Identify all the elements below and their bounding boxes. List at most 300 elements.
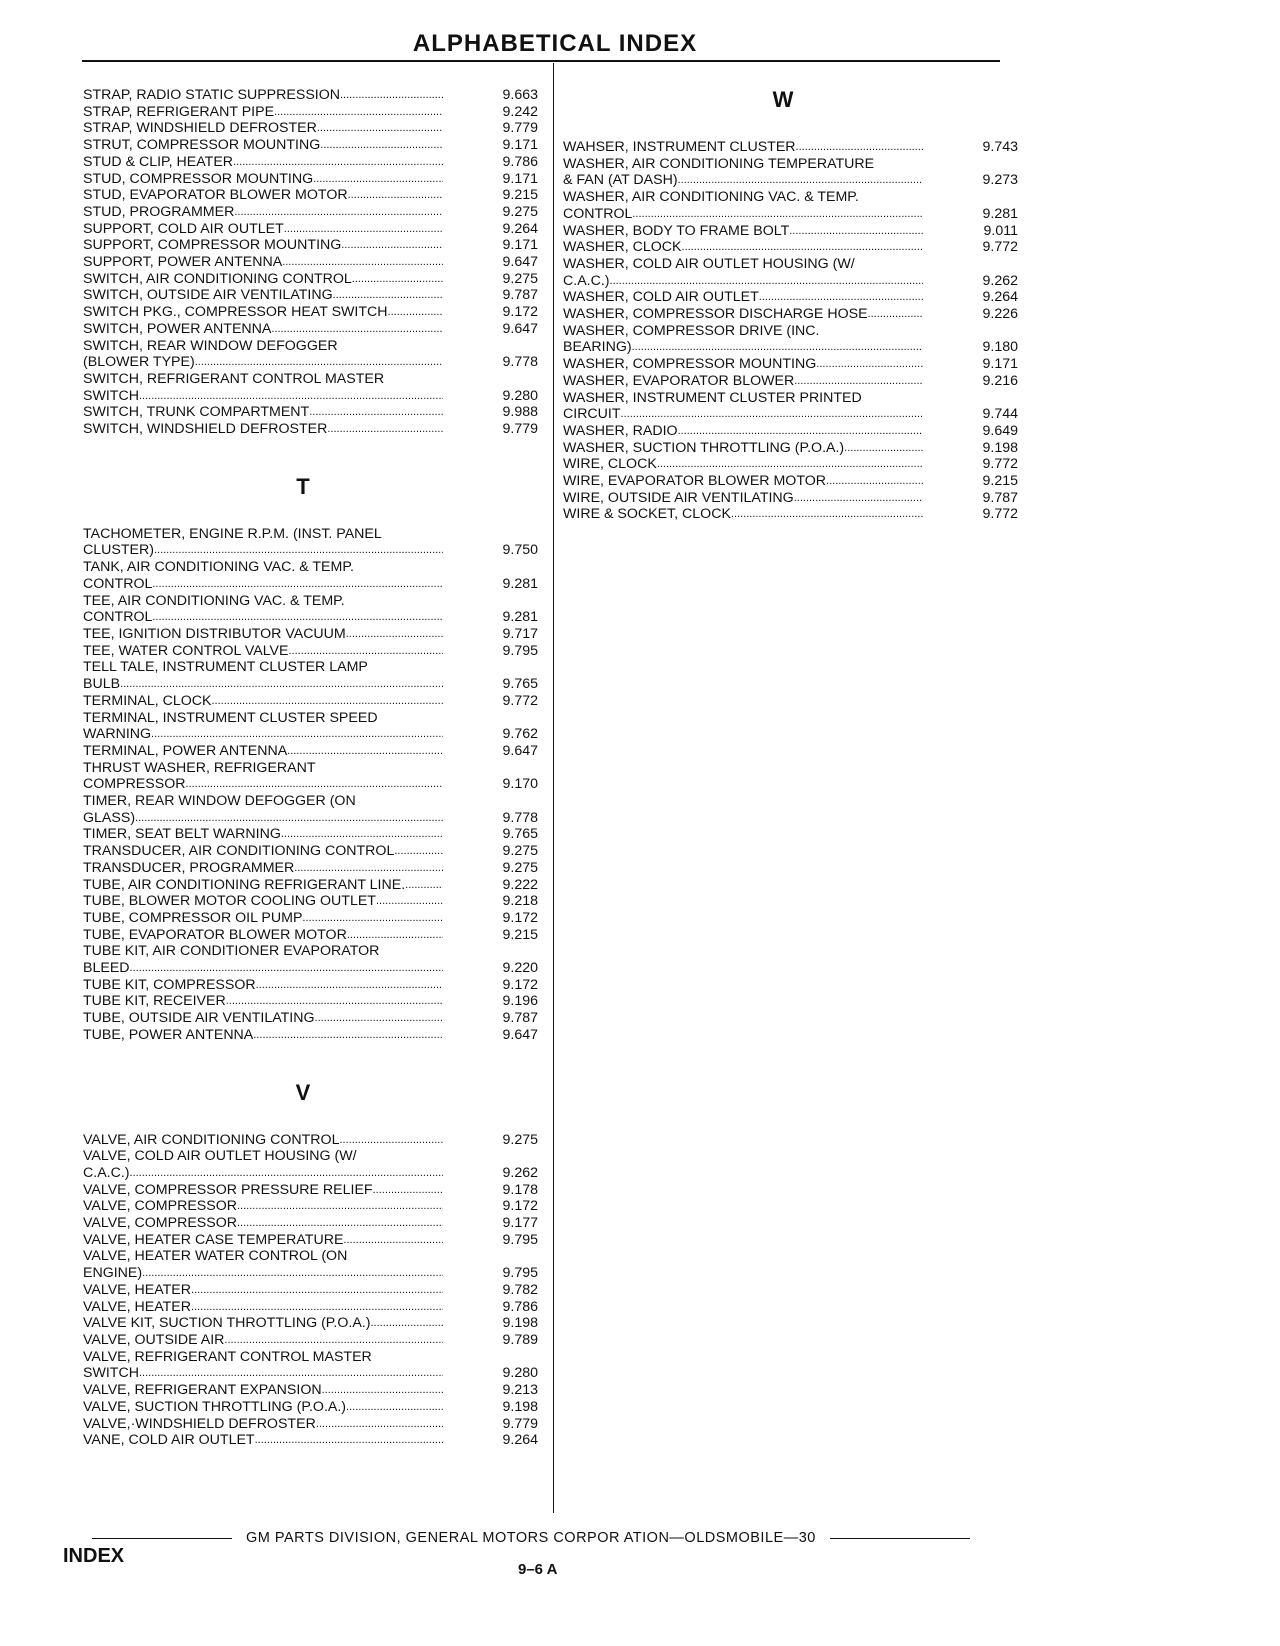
entry-line1: WASHER, COLD AIR OUTLET HOUSING (W/ — [563, 255, 855, 272]
entry-text — [83, 793, 443, 826]
entry-page: 9.262 — [982, 272, 1018, 289]
entry-text — [83, 1349, 443, 1382]
entry-line2: CONTROL — [563, 205, 633, 222]
entry-text — [563, 139, 923, 156]
entry-text — [83, 760, 443, 793]
entry-page: 9.222 — [502, 876, 538, 893]
index-entry — [83, 104, 543, 121]
entry-page: 9.216 — [982, 372, 1018, 389]
entry-page: 9.213 — [502, 1382, 538, 1399]
index-entry — [83, 137, 543, 154]
entry-line1: WASHER, EVAPORATOR BLOWER — [563, 372, 795, 389]
entry-text — [83, 1232, 443, 1249]
entry-text — [83, 87, 443, 104]
entry-line1: TUBE KIT, RECEIVER — [83, 993, 226, 1010]
entry-line1: VANE, COLD AIR OUTLET — [83, 1432, 255, 1449]
entry-text — [83, 626, 443, 643]
footer-rule-left — [92, 1538, 232, 1539]
index-entry — [563, 456, 1023, 473]
entry-page: 9.218 — [502, 893, 538, 910]
left-column — [83, 87, 543, 1449]
index-entry — [563, 256, 1023, 289]
entry-line1: STRAP, RADIO STATIC SUPPRESSION — [83, 87, 340, 103]
index-entry — [563, 440, 1023, 457]
index-section — [83, 87, 543, 438]
entry-line1-wrap — [83, 104, 443, 121]
entry-page: 9.177 — [502, 1215, 538, 1232]
entry-text — [83, 943, 443, 976]
index-entry — [83, 1215, 543, 1232]
entry-page: 9.772 — [982, 239, 1018, 256]
entry-line1: TEE, IGNITION DISTRIBUTOR VACUUM — [83, 625, 346, 642]
entry-line1-wrap — [83, 204, 443, 221]
entry-line2: ENGINE) — [83, 1265, 143, 1282]
entry-line1: VALVE KIT, SUCTION THROTTLING (P.O.A.) — [83, 1315, 371, 1332]
entry-page: 9.765 — [502, 676, 538, 693]
entry-page: 9.264 — [982, 289, 1018, 306]
entry-line2-wrap — [83, 1265, 443, 1282]
entry-page: 9.779 — [502, 120, 538, 137]
entry-text — [83, 1282, 443, 1299]
index-entry — [563, 373, 1023, 390]
entry-text — [83, 526, 443, 559]
entry-line1-wrap — [83, 221, 443, 238]
section-letter: W — [772, 87, 794, 112]
entry-page: 9.787 — [502, 287, 538, 304]
entry-text — [83, 1432, 443, 1449]
entry-page: 9.744 — [982, 406, 1018, 423]
entry-line2-wrap — [563, 273, 923, 290]
index-entry — [563, 223, 1023, 240]
entry-page: 9.647 — [502, 254, 538, 271]
index-entry — [83, 843, 543, 860]
entry-line1: SWITCH, POWER ANTENNA — [83, 320, 272, 337]
entry-line1: TUBE KIT, COMPRESSOR — [83, 976, 256, 993]
entry-text — [563, 156, 923, 189]
index-entry — [563, 306, 1023, 323]
entry-text — [83, 1382, 443, 1399]
index-entry — [83, 1132, 543, 1149]
entry-line1: VALVE, COMPRESSOR — [83, 1198, 237, 1215]
index-entry — [563, 356, 1023, 373]
entry-line1: SWITCH, OUTSIDE AIR VENTILATING — [83, 287, 333, 304]
entry-text — [83, 1132, 443, 1149]
entry-page: 9.011 — [983, 222, 1018, 239]
entry-page: 9.647 — [502, 1026, 538, 1043]
title-rule — [82, 60, 1000, 62]
index-entry — [83, 526, 543, 559]
entry-text — [83, 1332, 443, 1349]
entry-line2-wrap — [563, 406, 923, 423]
entry-line2-wrap — [83, 1165, 443, 1182]
entry-line1: TIMER, REAR WINDOW DEFOGGER (ON — [83, 793, 356, 810]
entry-line1-wrap — [83, 626, 443, 643]
entry-line1-wrap — [83, 993, 443, 1010]
entry-line1-wrap — [83, 826, 443, 843]
entry-line2: C.A.C.) — [563, 272, 610, 289]
entry-page: 9.171 — [502, 137, 538, 154]
entry-line1: TUBE, AIR CONDITIONING REFRIGERANT LINE. — [83, 876, 406, 893]
entry-page: 9.196 — [502, 993, 538, 1010]
entry-line1: TANK, AIR CONDITIONING VAC. & TEMP. — [83, 559, 354, 576]
index-entry — [83, 1198, 543, 1215]
index-section — [563, 87, 1023, 523]
entry-line1: WASHER, RADIO — [563, 422, 678, 439]
entry-text — [83, 993, 443, 1010]
entry-line1-wrap — [563, 423, 923, 440]
entry-line1-wrap — [83, 321, 443, 338]
entry-line1-wrap — [83, 1282, 443, 1299]
entry-text — [563, 490, 923, 507]
entry-line1-wrap — [83, 187, 443, 204]
entry-text — [83, 187, 443, 204]
entry-page: 9.779 — [502, 421, 538, 438]
entry-text — [83, 693, 443, 710]
entry-page: 9.275 — [502, 270, 538, 287]
entry-text — [83, 304, 443, 321]
entry-line1: TERMINAL, CLOCK — [83, 692, 212, 709]
index-entry — [83, 927, 543, 944]
entry-line1-wrap — [563, 473, 923, 490]
index-entry — [83, 1282, 543, 1299]
entry-page: 9.663 — [502, 87, 538, 103]
entry-line1: SWITCH, TRUNK COMPARTMENT — [83, 404, 310, 421]
index-entry — [83, 1382, 543, 1399]
entry-line1-wrap — [563, 239, 923, 256]
entry-line1: SWITCH PKG., COMPRESSOR HEAT SWITCH — [83, 304, 388, 321]
entry-line2: WARNING — [83, 726, 152, 743]
entry-line1-wrap — [83, 404, 443, 421]
index-entry — [83, 187, 543, 204]
index-section — [83, 1080, 543, 1449]
section-letter: T — [296, 473, 310, 499]
index-entry — [83, 659, 543, 692]
entry-line1: WASHER, SUCTION THROTTLING (P.O.A.) — [563, 439, 845, 456]
footer-rule-right — [830, 1538, 970, 1539]
entry-text — [83, 1215, 443, 1232]
index-entry — [83, 943, 543, 976]
entry-line1: WASHER, COMPRESSOR MOUNTING — [563, 356, 817, 373]
entry-line1: TRANSDUCER, PROGRAMMER — [83, 859, 295, 876]
entry-text — [563, 356, 923, 373]
index-entry — [563, 289, 1023, 306]
entry-text — [563, 456, 923, 473]
entry-line1: WASHER, BODY TO FRAME BOLT — [563, 222, 790, 239]
entry-line1: SUPPORT, POWER ANTENNA — [83, 254, 283, 271]
entry-line2: CIRCUIT — [563, 406, 621, 423]
entry-line1-wrap — [83, 1399, 443, 1416]
entry-page: 9.275 — [502, 203, 538, 220]
entry-page: 9.280 — [502, 1365, 538, 1382]
entry-text — [83, 204, 443, 221]
entry-line1-wrap — [563, 139, 923, 156]
entry-page: 9.180 — [982, 339, 1018, 356]
entry-line1-wrap — [83, 877, 443, 894]
entry-page: 9.262 — [502, 1164, 538, 1181]
page-title: ALPHABETICAL INDEX — [412, 30, 698, 57]
index-entry — [563, 323, 1023, 356]
entry-line1: TUBE, BLOWER MOTOR COOLING OUTLET — [83, 893, 376, 910]
section-label: INDEX — [63, 1545, 125, 1567]
entry-text — [83, 1248, 443, 1281]
entry-line1: TEE, AIR CONDITIONING VAC. & TEMP. — [83, 592, 345, 609]
index-entry — [563, 490, 1023, 507]
index-section — [83, 474, 543, 1044]
entry-line2-wrap — [83, 388, 443, 405]
entry-text — [83, 104, 443, 121]
entry-text — [83, 910, 443, 927]
entry-text — [83, 404, 443, 421]
entry-line1: WASHER, COMPRESSOR DISCHARGE HOSE — [563, 306, 868, 323]
index-entry — [83, 1232, 543, 1249]
index-entry — [83, 421, 543, 438]
entry-text — [83, 120, 443, 137]
entry-line1-wrap — [83, 860, 443, 877]
index-entry — [83, 1248, 543, 1281]
entry-page: 9.778 — [502, 354, 538, 371]
entry-line1-wrap — [83, 271, 443, 288]
entry-line1: VALVE, REFRIGERANT EXPANSION — [83, 1382, 322, 1399]
entry-line1: VALVE, OUTSIDE AIR — [83, 1332, 225, 1348]
index-entry — [83, 910, 543, 927]
entry-page: 9.795 — [502, 642, 538, 659]
entry-line1-wrap — [83, 927, 443, 944]
entry-page: 9.778 — [502, 809, 538, 826]
index-entry — [83, 254, 543, 271]
entry-line1: STRUT, COMPRESSOR MOUNTING — [83, 137, 321, 154]
index-entry — [83, 743, 543, 760]
entry-line1: TRANSDUCER, AIR CONDITIONING CONTROL — [83, 843, 395, 860]
entry-text — [83, 371, 443, 404]
entry-page: 9.795 — [502, 1231, 538, 1248]
entry-text — [83, 1182, 443, 1199]
entry-line1-wrap — [83, 1182, 443, 1199]
index-entry — [83, 559, 543, 592]
entry-page: 9.281 — [502, 609, 538, 626]
index-entry — [563, 390, 1023, 423]
entry-text — [83, 710, 443, 743]
entry-text — [83, 254, 443, 271]
entry-line2: CONTROL — [83, 575, 153, 592]
entry-line2: BEARING) — [563, 339, 632, 356]
entry-line1: VALVE, SUCTION THROTTLING (P.O.A.) — [83, 1398, 347, 1415]
entry-line1-wrap — [83, 1299, 443, 1316]
entry-page: 9.273 — [982, 172, 1018, 189]
right-column — [563, 87, 1023, 523]
entry-line1-wrap — [83, 1198, 443, 1215]
entry-text — [83, 893, 443, 910]
entry-line1-wrap — [83, 1332, 443, 1349]
entry-page: 9.172 — [502, 909, 538, 926]
entry-text — [563, 506, 923, 523]
entry-line1: WIRE & SOCKET, CLOCK — [563, 506, 731, 523]
entry-page: 9.787 — [502, 1010, 538, 1027]
entry-page: 9.275 — [502, 1131, 538, 1148]
index-entry — [83, 1148, 543, 1181]
entry-line1: WASHER, CLOCK — [563, 239, 682, 256]
entry-line1-wrap — [83, 843, 443, 860]
entry-line2-wrap — [83, 810, 443, 827]
entry-text — [83, 1315, 443, 1332]
entry-text — [83, 927, 443, 944]
entry-line1-wrap — [83, 421, 443, 438]
entry-text — [83, 221, 443, 238]
entry-line2-wrap — [563, 172, 923, 189]
entry-line2-wrap — [83, 609, 443, 626]
entry-text — [563, 256, 923, 289]
index-entry — [83, 1399, 543, 1416]
entry-line1: VALVE, HEATER CASE TEMPERATURE — [83, 1231, 344, 1248]
entry-line1-wrap — [83, 1215, 443, 1232]
index-entry — [83, 1027, 543, 1044]
entry-line1-wrap — [563, 373, 923, 390]
entry-line1: STUD, COMPRESSOR MOUNTING — [83, 170, 314, 187]
entry-line1-wrap — [83, 977, 443, 994]
entry-line1: TUBE, OUTSIDE AIR VENTILATING — [83, 1010, 315, 1027]
entry-page: 9.172 — [502, 1198, 538, 1215]
entry-line1: SWITCH, REFRIGERANT CONTROL MASTER — [83, 370, 385, 387]
entry-text — [563, 473, 923, 490]
index-entry — [83, 404, 543, 421]
footer-text: GM PARTS DIVISION, GENERAL MOTORS CORPOR ATION—OLDSMOBILE—30 — [246, 1530, 816, 1546]
entry-line1: VALVE, REFRIGERANT CONTROL MASTER — [83, 1348, 372, 1365]
entry-text — [83, 237, 443, 254]
entry-page: 9.787 — [982, 489, 1018, 506]
index-entry — [83, 1432, 543, 1449]
entry-line2-wrap — [83, 542, 443, 559]
index-entry — [83, 693, 543, 710]
entry-text — [563, 373, 923, 390]
index-entry — [83, 793, 543, 826]
entry-line1: VALVE, COMPRESSOR PRESSURE RELIEF — [83, 1181, 373, 1198]
index-entry — [563, 239, 1023, 256]
entry-page: 9.743 — [982, 139, 1018, 155]
entry-line2-wrap — [83, 776, 443, 793]
entry-page: 9.171 — [502, 170, 538, 187]
entry-page: 9.772 — [502, 692, 538, 709]
index-entry — [83, 877, 543, 894]
entry-line1-wrap — [83, 693, 443, 710]
entry-line1: WASHER, AIR CONDITIONING TEMPERATURE — [563, 155, 875, 172]
column-divider — [553, 63, 554, 1513]
entry-line1-wrap — [563, 356, 923, 373]
entry-line2-wrap — [83, 676, 443, 693]
entry-page: 9.215 — [502, 926, 538, 943]
entry-text — [83, 643, 443, 660]
index-entry — [83, 271, 543, 288]
entry-text — [83, 171, 443, 188]
index-entry — [83, 1349, 543, 1382]
entry-text — [83, 860, 443, 877]
entry-line1-wrap — [83, 893, 443, 910]
entry-line1: STUD & CLIP, HEATER — [83, 153, 234, 170]
entry-line2: CONTROL — [83, 609, 153, 626]
entry-page: 9.772 — [982, 456, 1018, 473]
entry-text — [83, 1416, 443, 1433]
entry-page: 9.779 — [502, 1415, 538, 1432]
index-entry — [83, 1010, 543, 1027]
entry-line1-wrap — [83, 237, 443, 254]
entry-line1: SWITCH, REAR WINDOW DEFOGGER — [83, 337, 338, 354]
entry-text — [83, 137, 443, 154]
entry-page: 9.281 — [502, 575, 538, 592]
entry-line1: VALVE, COLD AIR OUTLET HOUSING (W/ — [83, 1148, 357, 1165]
entry-line1: TUBE KIT, AIR CONDITIONER EVAPORATOR — [83, 943, 380, 960]
index-entry — [83, 338, 543, 371]
index-entry — [83, 626, 543, 643]
entry-line1: STUD, PROGRAMMER — [83, 203, 235, 220]
index-entry — [563, 139, 1023, 156]
entry-line2-wrap — [83, 576, 443, 593]
index-entry — [83, 321, 543, 338]
entry-text — [83, 977, 443, 994]
entry-line1-wrap — [83, 87, 443, 104]
index-entry — [83, 593, 543, 626]
entry-line1-wrap — [83, 137, 443, 154]
entry-text — [83, 593, 443, 626]
index-entry — [83, 371, 543, 404]
entry-page: 9.786 — [502, 153, 538, 170]
entry-text — [83, 1027, 443, 1044]
entry-line1-wrap — [563, 490, 923, 507]
entry-text — [563, 223, 923, 240]
entry-text — [83, 321, 443, 338]
index-entry — [83, 287, 543, 304]
entry-text — [83, 421, 443, 438]
entry-page: 9.762 — [502, 726, 538, 743]
entry-line1-wrap — [563, 289, 923, 306]
entry-page: 9.280 — [502, 387, 538, 404]
entry-line1: WASHER, INSTRUMENT CLUSTER PRINTED — [563, 389, 862, 406]
entry-text — [83, 659, 443, 692]
entry-line1: TERMINAL, INSTRUMENT CLUSTER SPEED — [83, 709, 378, 726]
entry-page: 9.765 — [502, 826, 538, 843]
entry-line1: TIMER, SEAT BELT WARNING — [83, 826, 281, 843]
entry-text — [83, 287, 443, 304]
entry-line2: GLASS) — [83, 809, 136, 826]
entry-page: 9.647 — [502, 320, 538, 337]
entry-line1: TERMINAL, POWER ANTENNA — [83, 742, 288, 759]
entry-line1: SUPPORT, COLD AIR OUTLET — [83, 220, 284, 237]
entry-line1: STRAP, REFRIGERANT PIPE — [83, 103, 275, 120]
index-entry — [83, 304, 543, 321]
index-entry — [83, 993, 543, 1010]
entry-page: 9.275 — [502, 843, 538, 860]
entry-line2: COMPRESSOR — [83, 776, 186, 793]
entry-page: 9.198 — [502, 1398, 538, 1415]
entry-line1: SUPPORT, COMPRESSOR MOUNTING — [83, 237, 342, 254]
entry-line2: & FAN (AT DASH) — [563, 172, 678, 189]
index-entry — [83, 221, 543, 238]
index-entry — [563, 473, 1023, 490]
entry-line1: WIRE, CLOCK — [563, 456, 657, 473]
entry-line2: CLUSTER) — [83, 542, 154, 559]
entry-text — [83, 1399, 443, 1416]
entry-line1: THRUST WASHER, REFRIGERANT — [83, 759, 316, 776]
entry-text — [563, 423, 923, 440]
entry-line1: TELL TALE, INSTRUMENT CLUSTER LAMP — [83, 659, 368, 676]
entry-line1-wrap — [83, 154, 443, 171]
entry-line1-wrap — [83, 1027, 443, 1044]
entry-text — [83, 743, 443, 760]
entry-line1: TUBE, POWER ANTENNA — [83, 1026, 254, 1043]
entry-text — [83, 559, 443, 592]
index-entry — [83, 171, 543, 188]
entry-line2: C.A.C.) — [83, 1164, 130, 1181]
entry-line1: VALVE, AIR CONDITIONING CONTROL — [83, 1131, 340, 1148]
entry-line1: SWITCH, WINDSHIELD DEFROSTER — [83, 421, 328, 438]
entry-line1-wrap — [83, 643, 443, 660]
